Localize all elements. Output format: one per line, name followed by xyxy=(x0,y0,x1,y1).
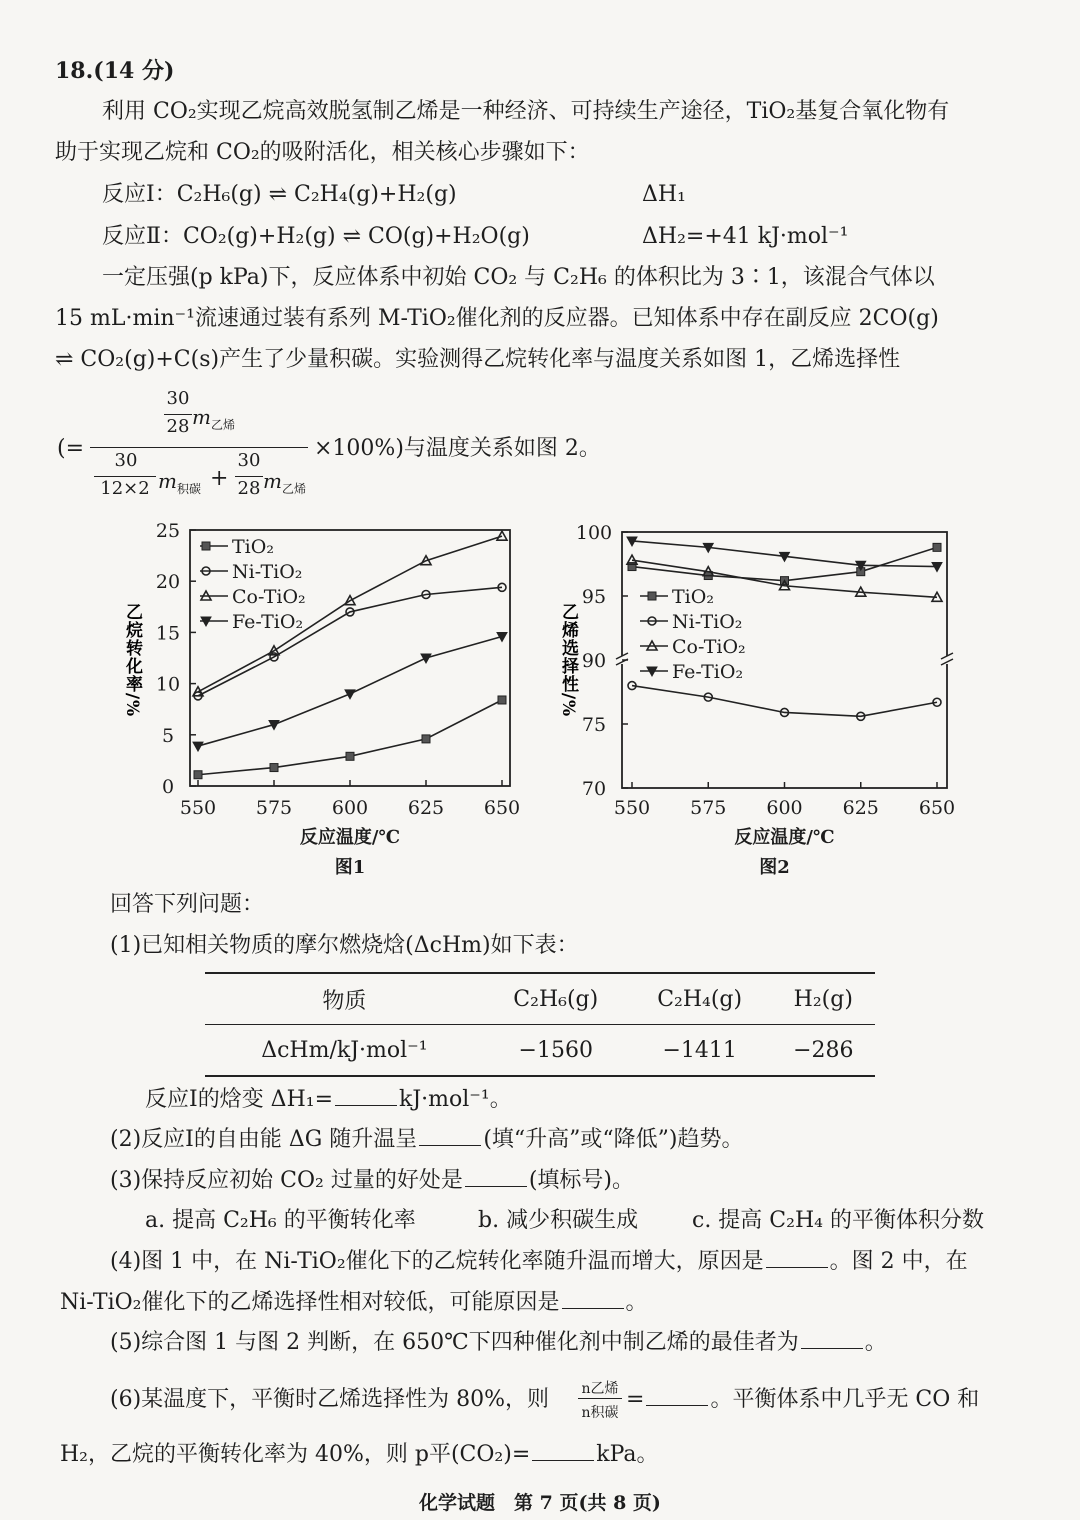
chart2-x-tick-label: 575 xyxy=(690,797,727,819)
chart1-legend-label: TiO₂ xyxy=(232,536,274,558)
figures xyxy=(0,510,1080,890)
chart1-data-point xyxy=(421,654,431,663)
chart2-caption: 图2 xyxy=(759,857,790,878)
intro-line-2: 助于实现乙烷和 CO₂的吸附活化，相关核心步骤如下： xyxy=(55,140,590,165)
question-score: (14 分) xyxy=(93,58,175,84)
q4-line-1 xyxy=(110,1247,968,1277)
q6-answer-blank-1[interactable] xyxy=(646,1387,708,1406)
q5-text-a: (5)综合图 1 与图 2 判断，在 650℃下四种催化剂中制乙烯的最佳者为 xyxy=(110,1330,799,1355)
q6-frac-num: n乙烯 xyxy=(581,1381,619,1397)
table-header-row xyxy=(205,973,875,1025)
chart-figure-2 xyxy=(558,522,955,878)
combustion-enthalpy-table xyxy=(205,972,875,1077)
q1-answer-blank[interactable] xyxy=(335,1087,397,1106)
q1-ask xyxy=(145,1085,512,1115)
q6-frac-bar xyxy=(578,1398,622,1399)
q6-answer-blank-2[interactable] xyxy=(532,1442,594,1461)
chart1-x-tick-label: 650 xyxy=(483,797,521,819)
chart2-x-tick-label: 600 xyxy=(766,797,803,819)
q3-text-b: (填标号)。 xyxy=(528,1168,635,1193)
chart2-x-tick-label: 650 xyxy=(918,797,956,819)
condition-line-3: ⇌ CO₂(g)+C(s)产生了少量积碳。实验测得乙烷转化率与温度关系如图 1，乙烯选择性 xyxy=(55,347,901,372)
chart1-x-tick-label: 550 xyxy=(179,797,217,819)
formula-tail: ×100%)与温度关系如图 2。 xyxy=(314,436,601,461)
q2-text-a: (2)反应Ⅰ的自由能 ΔG 随升温呈 xyxy=(110,1127,418,1152)
q2-text-b: (填“升高”或“降低”)趋势。 xyxy=(483,1127,744,1152)
condition-line-2: 15 mL·min⁻¹流速通过装有系列 M-TiO₂催化剂的反应器。已知体系中存在副反应 2CO(g) xyxy=(55,306,939,331)
page-footer: 化学试题 第 7 页(共 8 页) xyxy=(419,1492,661,1514)
chart2-series-line xyxy=(632,686,937,717)
table-cell: −1560 xyxy=(484,1025,628,1077)
chart1-data-point xyxy=(346,752,354,760)
formula-num-var: m xyxy=(192,405,211,429)
q6-text-d: kPa。 xyxy=(596,1442,659,1467)
chart2-x-tick-label: 550 xyxy=(613,797,651,819)
q3-line xyxy=(110,1166,634,1196)
chart1-data-point xyxy=(345,690,355,699)
formula-den2-sub: 乙烯 xyxy=(282,482,307,496)
chart2-data-point xyxy=(933,543,941,551)
chart2-y-tick-label: 75 xyxy=(581,714,607,736)
reaction-1-enthalpy: ΔH₁ xyxy=(642,182,686,207)
formula-den2-den: 28 xyxy=(237,478,261,499)
table-header-cell: H₂(g) xyxy=(772,973,875,1025)
chart2-y-tick-label: 70 xyxy=(581,778,607,800)
chart2-legend-label: Fe-TiO₂ xyxy=(672,661,744,683)
table-header-cell: C₂H₄(g) xyxy=(628,973,772,1025)
chart1-data-point xyxy=(270,764,278,772)
chart1-x-axis-label: 反应温度/℃ xyxy=(299,827,401,848)
reaction-2-enthalpy: ΔH₂=+41 kJ·mol⁻¹ xyxy=(642,224,849,249)
q6-text-a: (6)某温度下，平衡时乙烯选择性为 80%，则 xyxy=(110,1387,550,1412)
chart1-legend-label: Co-TiO₂ xyxy=(232,586,306,608)
q3-text-a: (3)保持反应初始 CO₂ 过量的好处是 xyxy=(110,1168,463,1193)
formula-open: (= xyxy=(57,436,85,461)
chart2-legend-label: TiO₂ xyxy=(672,586,714,608)
q3-option-a: a. 提高 C₂H₆ 的平衡转化率 xyxy=(145,1208,416,1233)
chart1-y-tick-label: 5 xyxy=(161,724,175,747)
formula-den1-bar xyxy=(94,476,156,477)
q4-answer-blank-1[interactable] xyxy=(766,1249,828,1268)
chart1-y-tick-label: 25 xyxy=(155,520,181,542)
q6-line-1b xyxy=(626,1385,979,1415)
chart2-x-tick-label: 625 xyxy=(842,797,879,819)
formula-num-bar xyxy=(164,414,192,415)
chart1-x-tick-label: 575 xyxy=(255,797,293,819)
chart1-y-tick-label: 0 xyxy=(161,776,175,798)
chart2-x-axis-label: 反应温度/℃ xyxy=(734,827,835,848)
q2-answer-blank[interactable] xyxy=(419,1127,481,1146)
chart1-legend-marker xyxy=(202,542,210,550)
q6-eq: = xyxy=(626,1387,645,1412)
formula-den2-bar xyxy=(235,476,263,477)
chart1-data-point xyxy=(422,735,430,743)
chart1-y-tick-label: 20 xyxy=(155,571,181,594)
chart1-data-point xyxy=(194,771,202,779)
q3-option-b: b. 减少积碳生成 xyxy=(478,1208,639,1233)
q6-frac-den: n积碳 xyxy=(581,1405,619,1421)
formula-den2-var: m xyxy=(263,469,282,493)
intro-line-1: 利用 CO₂实现乙烷高效脱氢制乙烯是一种经济、可持续生产途径，TiO₂基复合氧化物有 xyxy=(102,99,950,124)
chart1-data-point xyxy=(193,742,203,751)
formula-den1-sub: 积碳 xyxy=(177,482,202,496)
answer-prompt: 回答下列问题： xyxy=(110,892,265,917)
chart2-y-tick-label: 90 xyxy=(581,650,607,672)
reaction-1: 反应Ⅰ：C₂H₆(g) ⇌ C₂H₄(g)+H₂(g) xyxy=(102,182,457,207)
chart1-x-tick-label: 600 xyxy=(331,797,369,819)
q5-line xyxy=(110,1328,887,1358)
chart1-data-point xyxy=(497,531,507,540)
table-row xyxy=(205,1025,875,1077)
formula-num-sub: 乙烯 xyxy=(211,418,236,432)
chart1-y-tick-label: 10 xyxy=(155,673,181,696)
q4-text-b: 。图 2 中，在 xyxy=(829,1249,968,1274)
q3-answer-blank[interactable] xyxy=(465,1168,527,1187)
formula-num-coef: 30 xyxy=(166,388,190,409)
formula-den1-var: m xyxy=(158,469,177,493)
condition-line-1: 一定压强(p kPa)下，反应体系中初始 CO₂ 与 C₂H₆ 的体积比为 3∶1，该混合气体以 xyxy=(102,265,935,290)
chart1-legend-label: Fe-TiO₂ xyxy=(232,611,304,633)
q1-text: (1)已知相关物质的摩尔燃烧焓(ΔcHm)如下表： xyxy=(110,933,579,958)
chart2-y-tick-label: 100 xyxy=(575,522,613,544)
formula-main-bar xyxy=(90,447,308,448)
chart1-series-line xyxy=(198,700,502,775)
q5-answer-blank[interactable] xyxy=(801,1330,863,1349)
chart1-y-axis-label: 乙烷转化率/% xyxy=(122,602,142,718)
table-cell: −286 xyxy=(772,1025,875,1077)
chart1-legend-label: Ni-TiO₂ xyxy=(232,561,303,583)
chart1-x-tick-label: 625 xyxy=(407,797,445,819)
question-header xyxy=(55,56,174,86)
chart2-legend-label: Co-TiO₂ xyxy=(672,636,746,658)
chart-figure-1 xyxy=(122,520,520,878)
q2-line xyxy=(110,1125,743,1155)
chart1-y-tick-label: 15 xyxy=(155,622,181,645)
q6-line-2 xyxy=(60,1440,659,1470)
q4-answer-blank-2[interactable] xyxy=(562,1290,624,1309)
q6-text-c: H₂，乙烷的平衡转化率为 40%，则 p平(CO₂)= xyxy=(60,1442,531,1467)
formula-den1-coef: 30 xyxy=(114,450,138,471)
formula-den2-coef: 30 xyxy=(237,450,261,471)
q3-option-c: c. 提高 C₂H₄ 的平衡体积分数 xyxy=(692,1208,984,1233)
reaction-2: 反应Ⅱ：CO₂(g)+H₂(g) ⇌ CO(g)+H₂O(g) xyxy=(102,224,530,249)
q4-text-d: 。 xyxy=(625,1290,648,1315)
table-cell: −1411 xyxy=(628,1025,772,1077)
chart2-y-axis-label: 乙烯选择性/% xyxy=(558,602,578,718)
chart1-caption: 图1 xyxy=(334,857,366,878)
chart2-legend-marker xyxy=(648,592,656,600)
chart2-legend-label: Ni-TiO₂ xyxy=(672,611,743,633)
formula-num-den: 28 xyxy=(166,416,190,437)
chart1-data-point xyxy=(498,696,506,704)
chart2-y-tick-label: 95 xyxy=(581,586,607,608)
q4-text-c: Ni-TiO₂催化下的乙烯选择性相对较低，可能原因是 xyxy=(60,1290,560,1315)
q1-ask-unit: kJ·mol⁻¹。 xyxy=(399,1087,512,1112)
q1-ask-text: 反应Ⅰ的焓变 ΔH₁= xyxy=(145,1087,334,1112)
table-header-cell: 物质 xyxy=(205,973,484,1025)
formula-plus: + xyxy=(210,466,229,491)
q4-text-a: (4)图 1 中，在 Ni-TiO₂催化下的乙烷转化率随升温而增大，原因是 xyxy=(110,1249,764,1274)
table-cell: ΔcHm/kJ·mol⁻¹ xyxy=(205,1025,484,1077)
formula-den1-den: 12×2 xyxy=(100,478,150,499)
question-number: 18. xyxy=(55,58,94,84)
q6-text-b: 。平衡体系中几乎无 CO 和 xyxy=(710,1387,980,1412)
q5-text-b: 。 xyxy=(864,1330,887,1355)
table-header-cell: C₂H₆(g) xyxy=(484,973,628,1025)
q4-line-2 xyxy=(60,1288,648,1318)
